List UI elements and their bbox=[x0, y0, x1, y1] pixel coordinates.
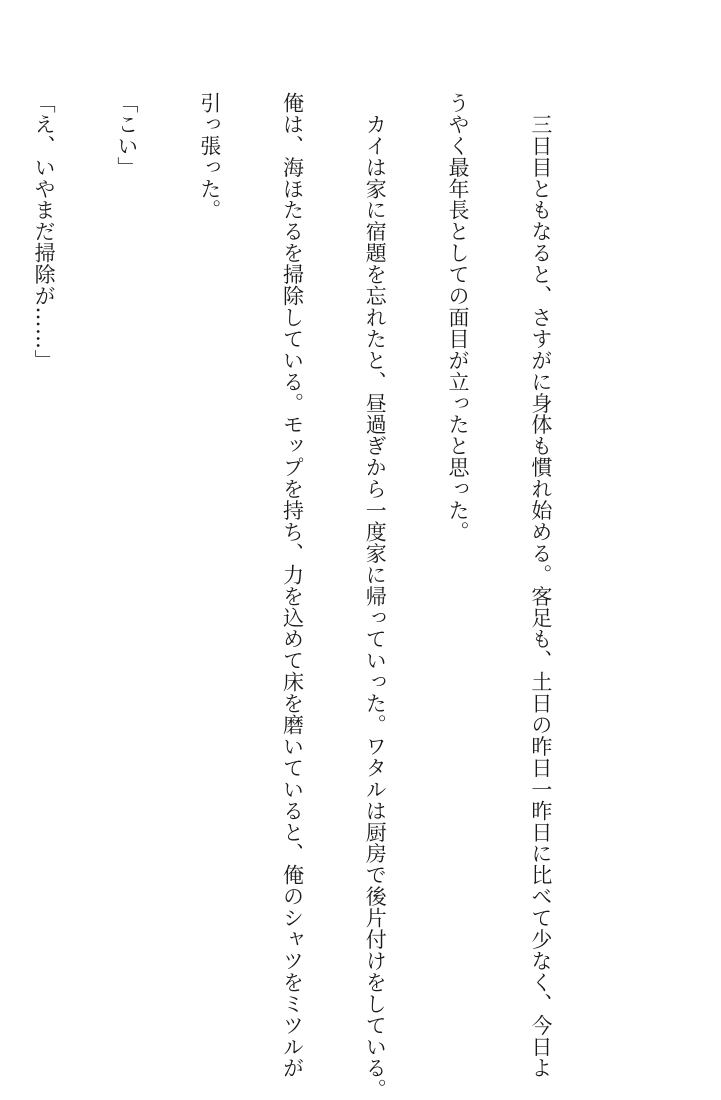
text-line-5: 引っ張った。 bbox=[197, 92, 222, 221]
text-line-2: うやく最年長としての面目が立ったと思った。 bbox=[446, 92, 471, 543]
text-line-7: 「え、いやまだ掃除が……」 bbox=[32, 92, 57, 371]
text-line-4: 俺は、海ほたるを掃除している。モップを持ち、力を込めて床を磨いていると、俺のシャツをミツルが bbox=[280, 92, 305, 1079]
text-line-3: カイは家に宿題を忘れたと、昼過ぎから一度家に帰っていった。ワタルは厨房で後片付けをしている。 bbox=[363, 92, 388, 1100]
vertical-text-body bbox=[32, 92, 609, 1100]
text-line-1: 三日目ともなると、さすがに身体も慣れ始める。客足も、土日の昨日一昨日に比べて少なく、今日よ bbox=[528, 92, 553, 1079]
text-line-6: 「こい」 bbox=[114, 92, 139, 178]
